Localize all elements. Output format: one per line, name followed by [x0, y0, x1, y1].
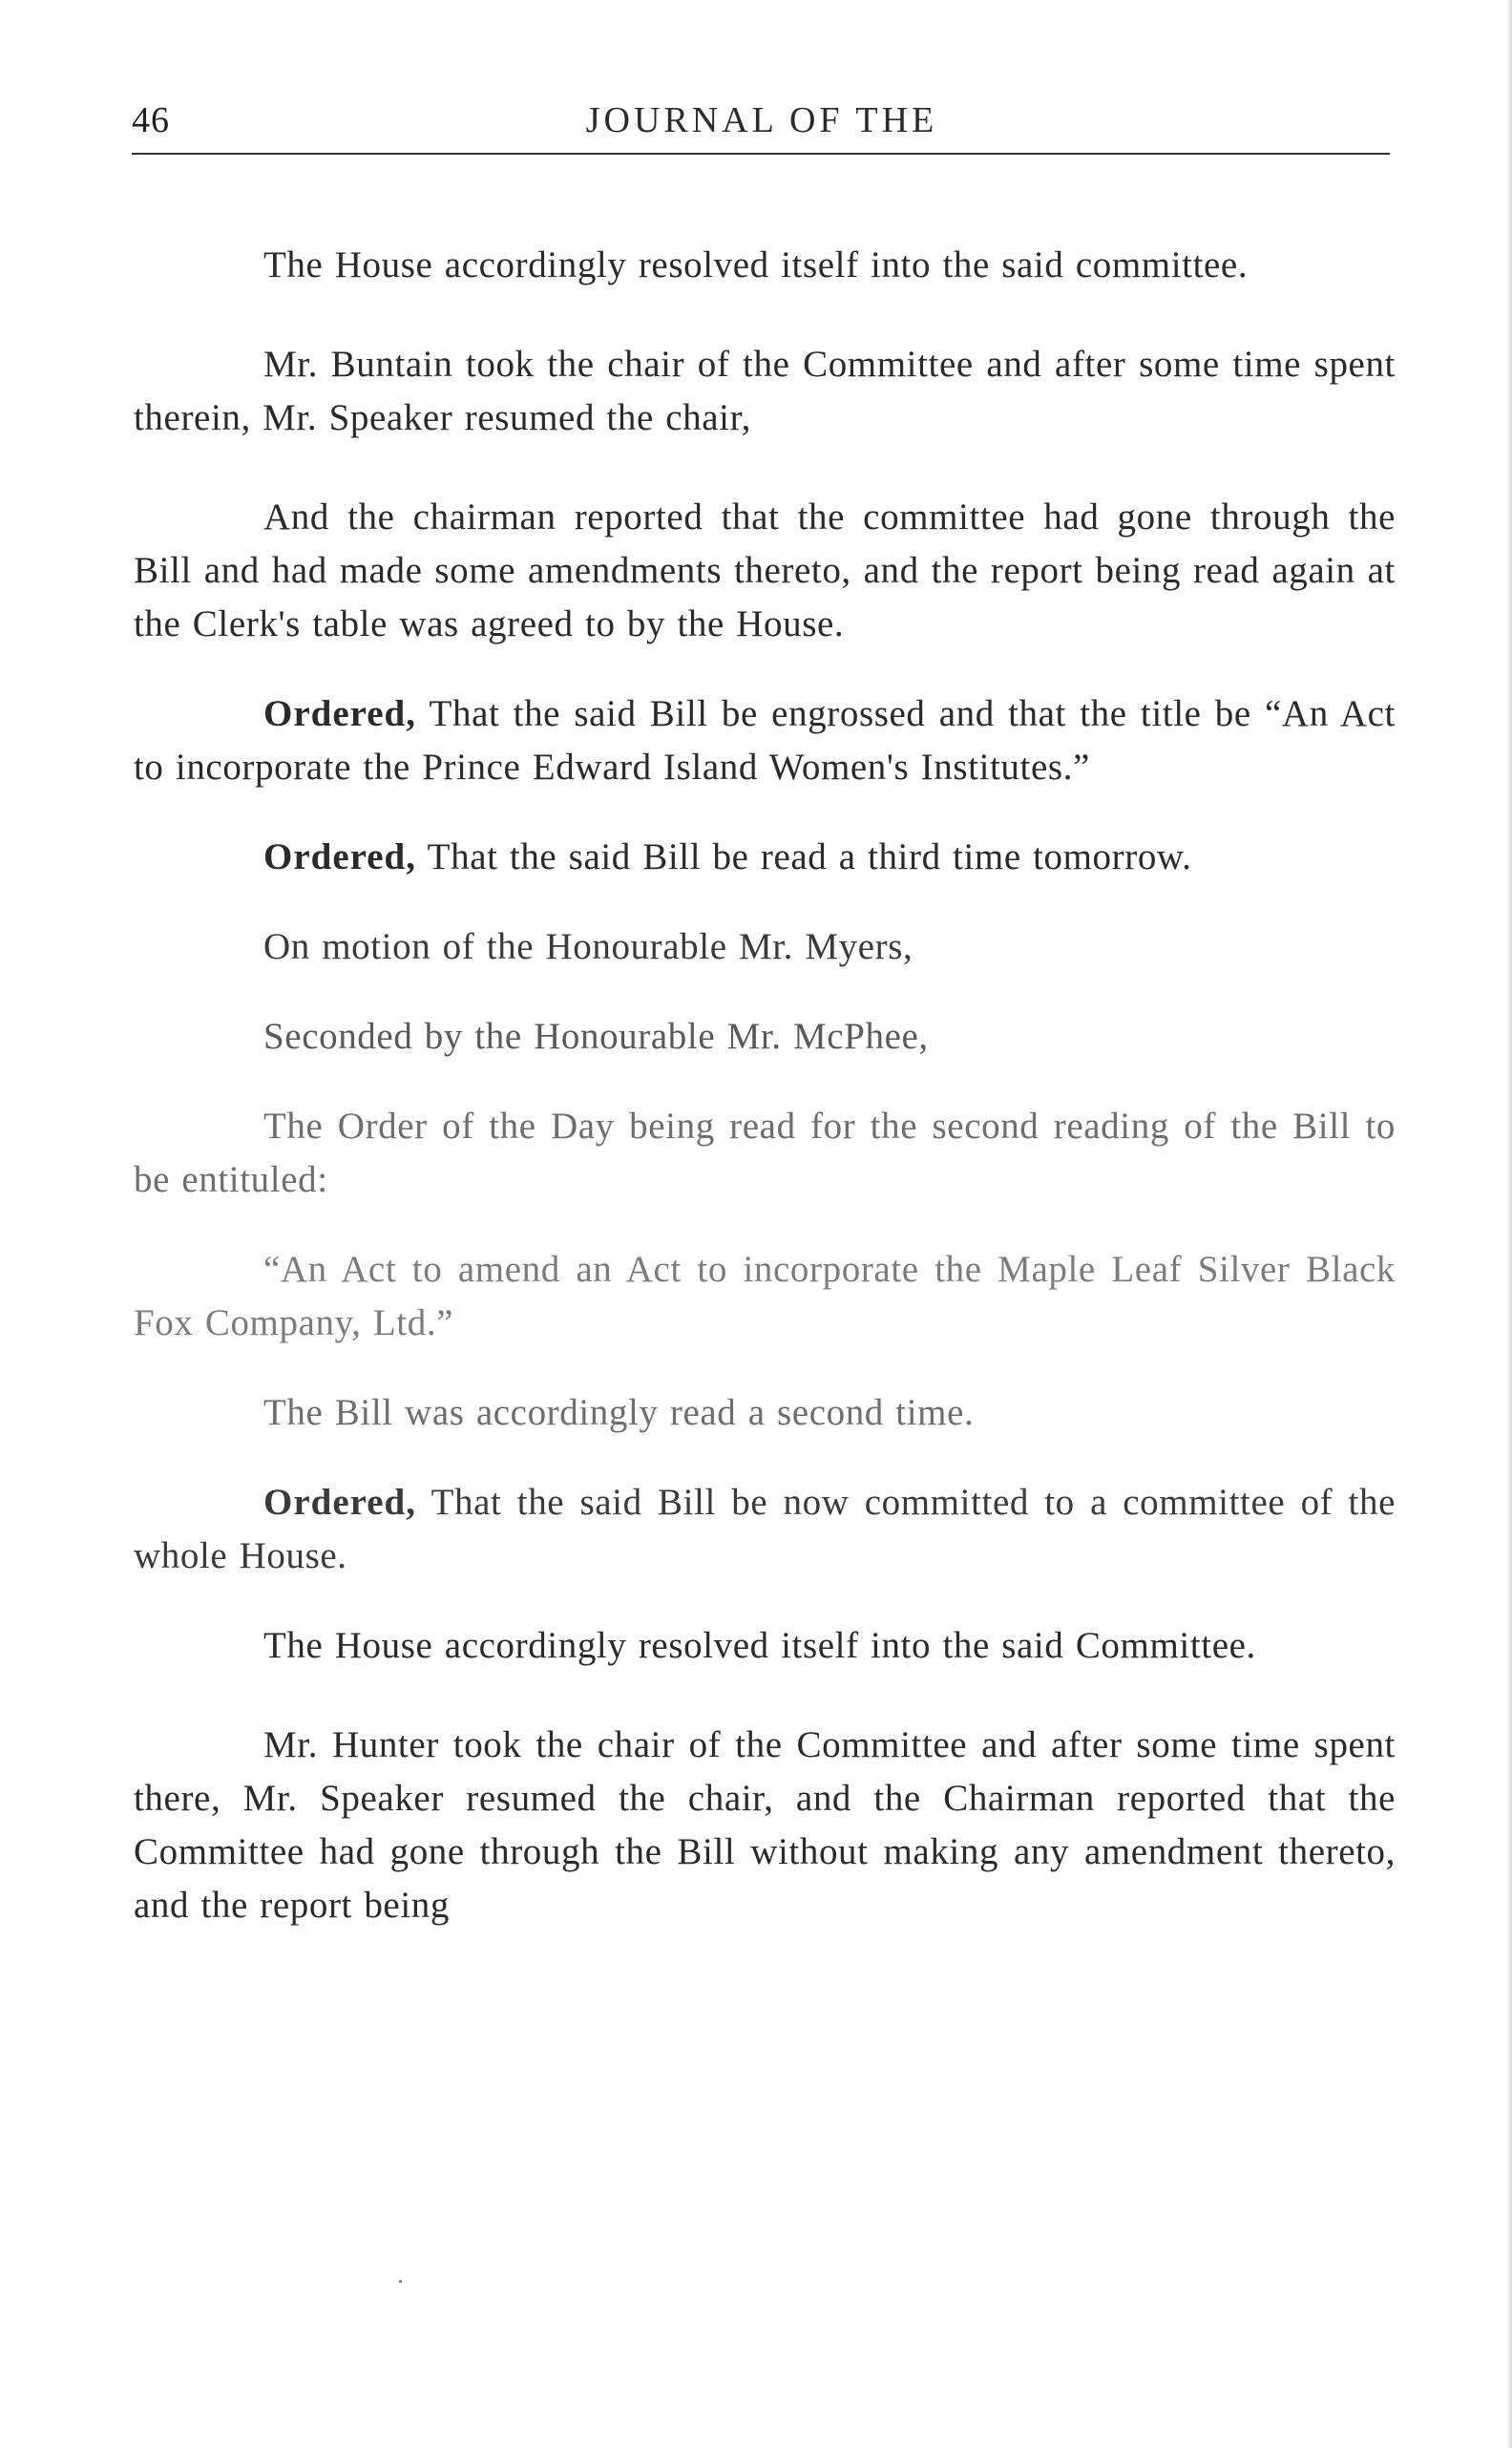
journal-body [134, 239, 1396, 1932]
paragraph-buntain-chair [134, 338, 1396, 445]
paragraph-text: Seconded by the Honourable Mr. McPhee, [263, 1016, 929, 1057]
paragraph-text: Mr. Hunter took the chair of the Committee and after some time spent there, Mr. Speaker resumed the chair, and the Chairman reported that the Committee had gone through the Bill without making any amendment thereto, and the report being [134, 1724, 1396, 1926]
paragraph-chairman-report [134, 491, 1396, 651]
paragraph-resolved-committee [134, 239, 1396, 292]
paragraph-text: That the said Bill be engrossed and that the title be “An Act to incorporate the Prince Edward Island Women's Institutes.” [134, 693, 1396, 788]
paragraph-text: That the said Bill be now committed to a committee of the whole House. [134, 1482, 1396, 1576]
paragraph-text: That the said Bill be read a third time tomorrow. [427, 836, 1192, 877]
paragraph-text: And the chairman reported that the committee had gone through the Bill and had made some amendments thereto, and the report being read again at the Clerk's table was agreed to by the House. [134, 496, 1396, 644]
paragraph-text: The Bill was accordingly read a second time. [263, 1392, 975, 1433]
paragraph-ordered-third-reading [134, 831, 1396, 884]
paragraph-ordered-engrossed [134, 687, 1396, 794]
paragraph-act-title [134, 1243, 1396, 1350]
paragraph-motion [134, 920, 1396, 974]
page-number: 46 [132, 100, 170, 140]
paragraph-text: “An Act to amend an Act to incorporate the Maple Leaf Silver Black Fox Company, Ltd.” [134, 1249, 1396, 1343]
paragraph-text: The Order of the Day being read for the second reading of the Bill to be entituled: [134, 1106, 1396, 1200]
paragraph-text: The House accordingly resolved itself into the said Committee. [263, 1625, 1256, 1666]
paragraph-order-of-day [134, 1100, 1396, 1207]
paragraph-text: On motion of the Honourable Mr. Myers, [263, 926, 914, 967]
page-header [132, 94, 1392, 151]
paragraph-second-reading [134, 1386, 1396, 1440]
page-edge-shadow [1506, 0, 1512, 2448]
paragraph-resolved-committee-2 [134, 1619, 1396, 1673]
ordered-label: Ordered, [263, 693, 417, 734]
print-speck [399, 2280, 402, 2283]
paragraph-seconded [134, 1010, 1396, 1064]
paragraph-text: The House accordingly resolved itself into the said committee. [263, 244, 1249, 285]
running-head: JOURNAL OF THE [585, 100, 938, 140]
paragraph-text: Mr. Buntain took the chair of the Committee and after some time spent therein, Mr. Speaker resumed the chair, [134, 344, 1396, 438]
paragraph-ordered-committed [134, 1476, 1396, 1583]
header-rule [132, 153, 1390, 155]
ordered-label: Ordered, [263, 836, 417, 877]
paragraph-hunter-chair [134, 1719, 1396, 1932]
ordered-label: Ordered, [263, 1482, 417, 1523]
